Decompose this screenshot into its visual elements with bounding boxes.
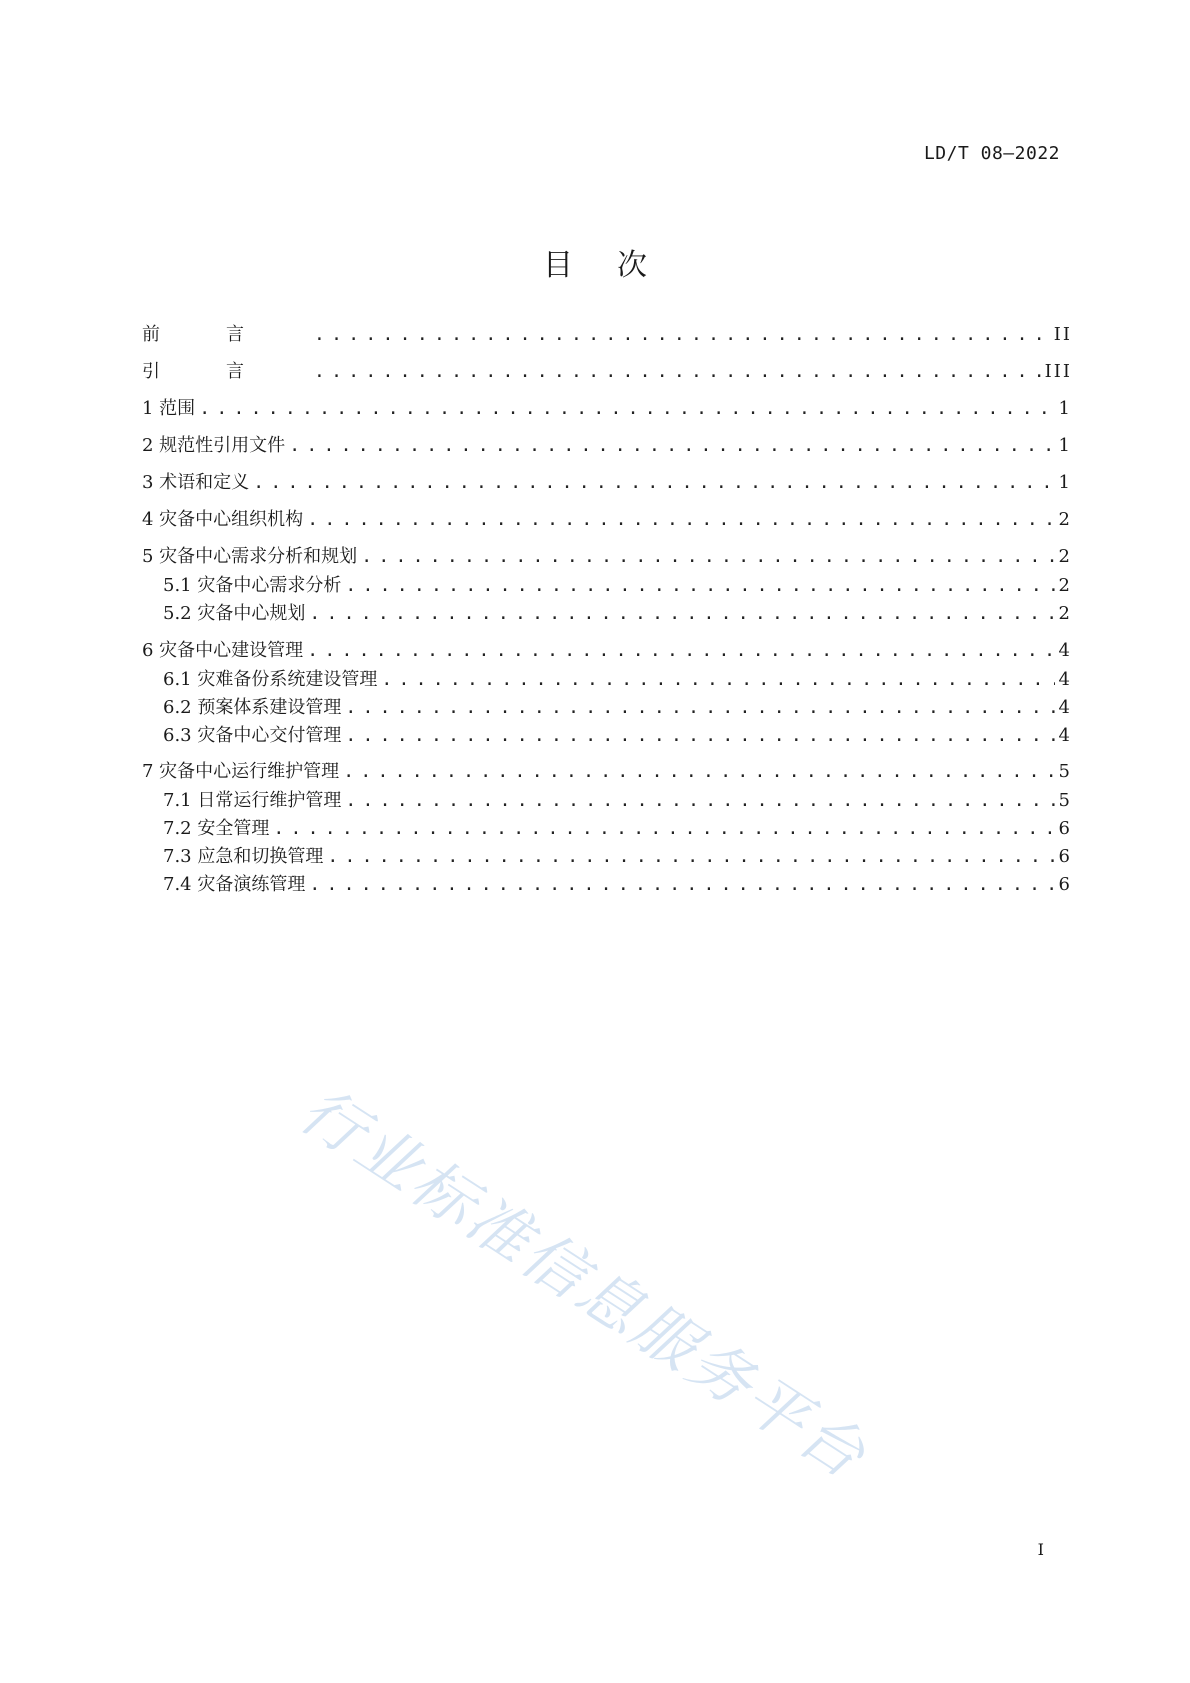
toc-entry[interactable] (142, 322, 1072, 348)
toc-entry-page: 6 (1058, 818, 1072, 839)
toc-entry[interactable] (142, 433, 1072, 459)
toc-entry-label: 7.4 灾备演练管理 (163, 874, 306, 895)
toc-entry-page: 2 (1058, 603, 1072, 624)
toc-entry-label: 7.2 安全管理 (163, 818, 270, 839)
toc-entry-page: 1 (1058, 398, 1072, 419)
toc-leader-dots (361, 544, 1054, 570)
toc-entry-page: II (1053, 324, 1072, 345)
toc-entry[interactable] (142, 507, 1072, 533)
toc-leader-dots (307, 507, 1054, 533)
toc-entry-page: 1 (1058, 472, 1072, 493)
toc-entry[interactable] (163, 667, 1072, 693)
toc-entry-label: 7.1 日常运行维护管理 (163, 790, 342, 811)
toc-entry-label: 2 规范性引用文件 (142, 435, 286, 456)
toc-entry-page: 4 (1058, 669, 1072, 690)
toc-entry-page: 4 (1058, 697, 1072, 718)
toc-entry-page: 1 (1058, 435, 1072, 456)
toc-leader-dots (289, 433, 1054, 459)
toc-entry[interactable] (163, 601, 1072, 627)
toc-leader-dots (273, 816, 1054, 842)
toc-leader-dots (381, 667, 1054, 693)
toc-entry-page: III (1044, 361, 1072, 382)
toc-entry[interactable] (142, 544, 1072, 570)
toc-leader-dots (314, 359, 1041, 385)
toc-leader-dots (309, 601, 1054, 627)
toc-leader-dots (314, 322, 1050, 348)
toc-entry[interactable] (142, 470, 1072, 496)
toc-entry[interactable] (142, 396, 1072, 422)
watermark: 行业标准信息服务平台 (287, 1073, 881, 1494)
toc-entry-page: 2 (1058, 509, 1072, 530)
document-code: LD/T 08—2022 (923, 143, 1060, 164)
toc-entry-label: 5.2 灾备中心规划 (163, 603, 306, 624)
toc-entry[interactable] (142, 359, 1072, 385)
toc-entry-label: 4 灾备中心组织机构 (142, 509, 304, 530)
toc-entry-page: 4 (1058, 725, 1072, 746)
toc-leader-dots (345, 788, 1054, 814)
toc-entry-page: 2 (1058, 575, 1072, 596)
toc-entry-label: 6.2 预案体系建设管理 (163, 697, 342, 718)
toc-entry[interactable] (163, 573, 1072, 599)
toc-leader-dots (345, 695, 1054, 721)
toc-leader-dots (343, 759, 1054, 785)
toc-entry-label: 引言 (142, 361, 310, 382)
toc-entry-label: 5.1 灾备中心需求分析 (163, 575, 342, 596)
toc-entry-label: 6.3 灾备中心交付管理 (163, 725, 342, 746)
toc-entry-page: 6 (1058, 846, 1072, 867)
toc-entry-page: 4 (1058, 640, 1072, 661)
toc-entry-page: 5 (1058, 790, 1072, 811)
toc-entry-label: 1 范围 (142, 398, 196, 419)
toc-entry-label: 3 术语和定义 (142, 472, 250, 493)
toc-entry[interactable] (142, 759, 1072, 785)
page-number: I (1037, 1540, 1044, 1559)
toc-entry-page: 2 (1058, 546, 1072, 567)
toc-entry-label: 5 灾备中心需求分析和规划 (142, 546, 358, 567)
toc-entry[interactable] (142, 638, 1072, 664)
toc-entry[interactable] (163, 872, 1072, 898)
toc-entry-page: 6 (1058, 874, 1072, 895)
toc-leader-dots (345, 723, 1054, 749)
toc-leader-dots (309, 872, 1054, 898)
toc-title: 目次 (543, 248, 691, 283)
toc-leader-dots (253, 470, 1054, 496)
toc-entry-label: 7.3 应急和切换管理 (163, 846, 324, 867)
toc-leader-dots (307, 638, 1054, 664)
toc-entry-page: 5 (1058, 761, 1072, 782)
toc-entry[interactable] (163, 723, 1072, 749)
toc-entry[interactable] (163, 695, 1072, 721)
toc-leader-dots (345, 573, 1054, 599)
toc-leader-dots (199, 396, 1054, 422)
toc-entry[interactable] (163, 816, 1072, 842)
toc-entry-label: 前言 (142, 324, 310, 345)
toc-entry-label: 6 灾备中心建设管理 (142, 640, 304, 661)
toc-entry-label: 6.1 灾难备份系统建设管理 (163, 669, 378, 690)
toc-leader-dots (327, 844, 1054, 870)
toc-entry[interactable] (163, 844, 1072, 870)
toc-entry-label: 7 灾备中心运行维护管理 (142, 761, 340, 782)
toc-entry[interactable] (163, 788, 1072, 814)
